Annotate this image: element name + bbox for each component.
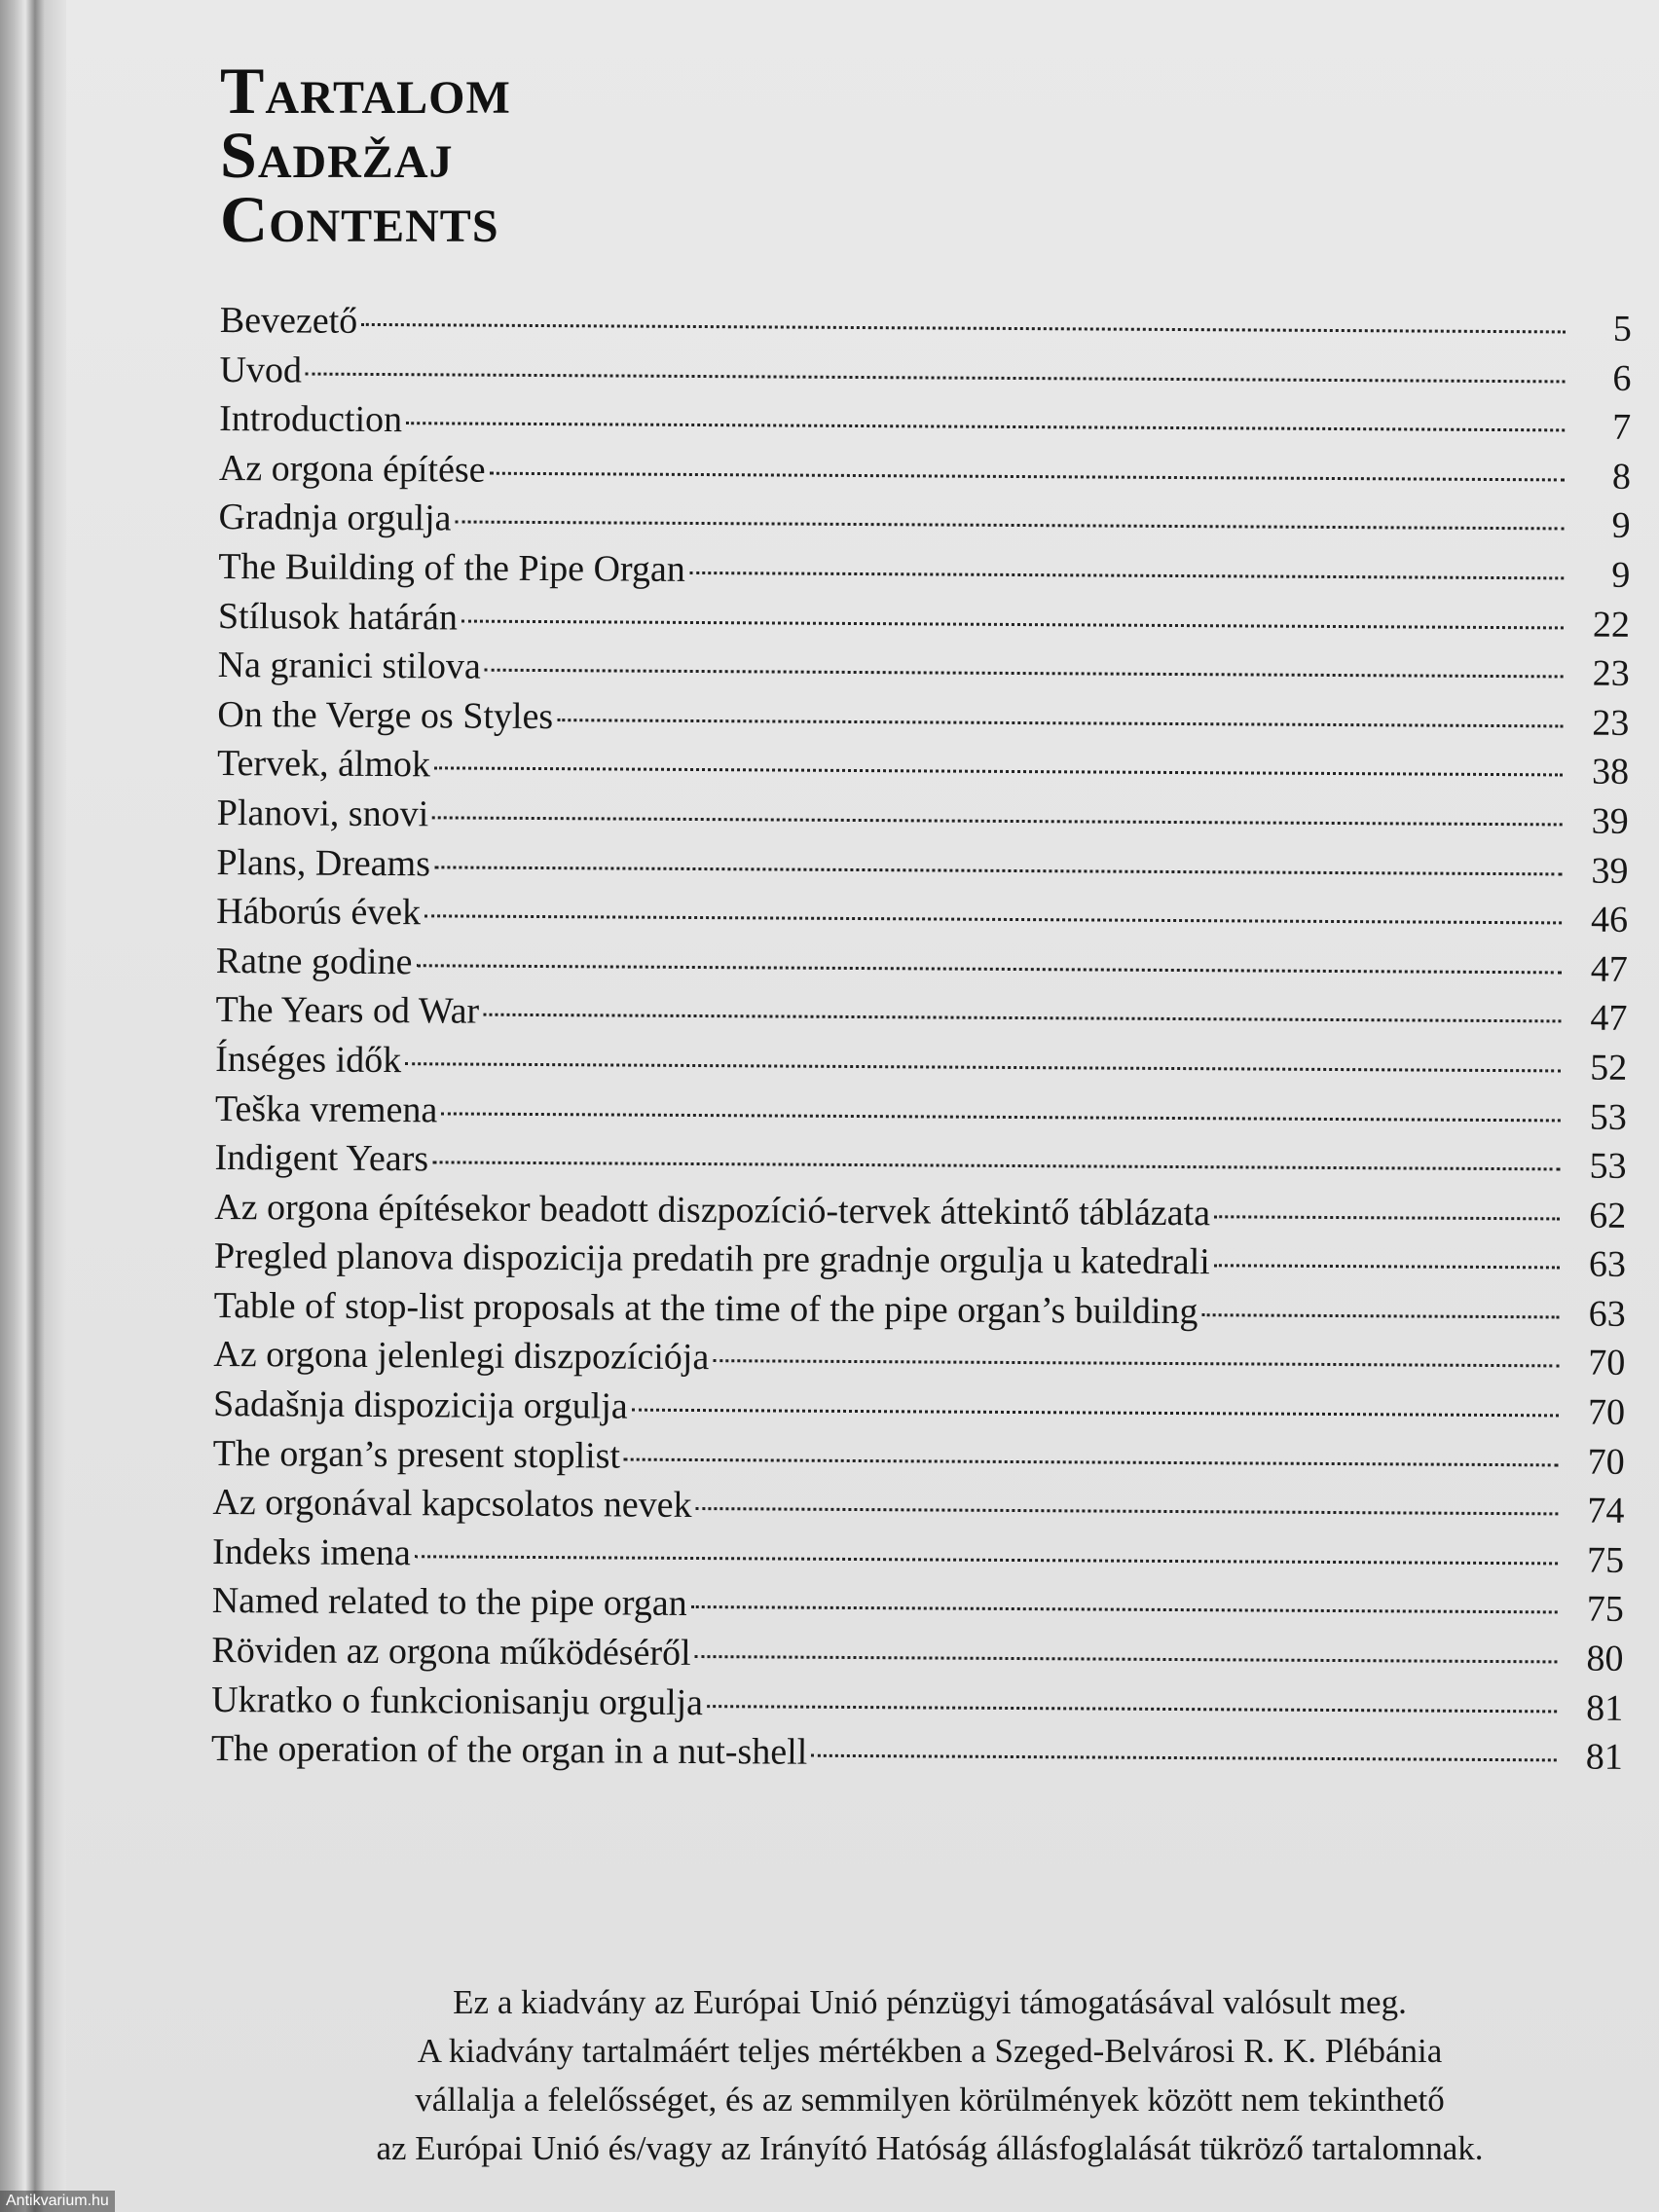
toc-entry[interactable]: [215, 1084, 1627, 1141]
toc-dot-leader: [434, 866, 1562, 875]
toc-entry-title: Teška vremena: [214, 1088, 438, 1130]
toc-entry-title: The Building of the Pipe Organ: [218, 545, 685, 590]
heading-line-english: Contents: [220, 182, 499, 256]
toc-entry[interactable]: [212, 1478, 1624, 1535]
toc-entry[interactable]: [219, 346, 1631, 403]
toc-page-number: 81: [1586, 1687, 1624, 1729]
toc-page-number: 75: [1586, 1589, 1624, 1631]
toc-entry-title: Gradnja orgulja: [218, 497, 452, 539]
book-spine-shadow: [0, 0, 66, 2212]
toc-dot-leader: [416, 964, 1561, 974]
toc-entry[interactable]: [211, 1626, 1623, 1683]
toc-dot-leader: [1201, 1313, 1559, 1318]
toc-page-number: 53: [1589, 1145, 1627, 1187]
toc-dot-leader: [485, 669, 1564, 679]
toc-page-number: 62: [1589, 1195, 1627, 1236]
toc-entry-title: The Years od War: [215, 989, 480, 1032]
toc-page-number: 52: [1590, 1047, 1628, 1088]
toc-dot-leader: [1214, 1215, 1560, 1220]
toc-dot-leader: [1214, 1265, 1560, 1270]
toc-entry-title: Stílusok határán: [217, 595, 459, 639]
toc-dot-leader: [415, 1555, 1558, 1565]
toc-page-number: 23: [1592, 652, 1630, 695]
toc-page-number: 74: [1587, 1490, 1625, 1532]
toc-entry[interactable]: [214, 1281, 1626, 1339]
toc-entry-title: Bevezető: [219, 299, 358, 342]
toc-entry-title: Háborús évek: [216, 891, 422, 934]
toc-page-number: 9: [1611, 554, 1631, 596]
toc-entry-title: Sadašnja dispozicija orgulja: [212, 1383, 628, 1427]
heading-line-serbian: Sadržaj: [220, 118, 454, 192]
toc-dot-leader: [483, 1014, 1561, 1023]
toc-page-number: 46: [1590, 899, 1629, 940]
toc-dot-leader: [405, 1062, 1561, 1072]
toc-entry-title: Az orgona jelenlegi diszpozíciója: [213, 1334, 710, 1379]
toc-entry-title: Indigent Years: [214, 1137, 429, 1180]
toc-entry-title: Plans, Dreams: [216, 841, 431, 884]
toc-dot-leader: [490, 471, 1565, 481]
site-watermark: Antikvarium.hu: [0, 2191, 115, 2212]
toc-entry[interactable]: [212, 1528, 1624, 1585]
toc-entry-title: Pregled planova dispozicija predatih pre gradnje orgulja u katedrali: [213, 1235, 1210, 1283]
toc-dot-leader: [406, 422, 1565, 431]
disclaimer-line: Ez a kiadvány az Európai Unió pénzügyi támogatásával valósult meg.: [453, 1983, 1407, 2021]
toc-page-number: 63: [1588, 1293, 1626, 1335]
toc-dot-leader: [632, 1409, 1559, 1418]
toc-entry[interactable]: [215, 1035, 1627, 1092]
toc-dot-leader: [424, 914, 1562, 924]
toc-dot-leader: [695, 1655, 1558, 1663]
toc-entry[interactable]: [213, 1380, 1625, 1437]
toc-page-number: 39: [1591, 800, 1629, 842]
toc-dot-leader: [713, 1360, 1559, 1368]
toc-dot-leader: [432, 1161, 1560, 1170]
toc-page-number: 63: [1588, 1243, 1627, 1286]
toc-entry[interactable]: [211, 1724, 1623, 1782]
toc-entry[interactable]: [218, 641, 1630, 698]
toc-entry-title: Planovi, snovi: [216, 792, 429, 835]
toc-entry[interactable]: [217, 789, 1629, 846]
toc-entry[interactable]: [214, 1232, 1626, 1289]
toc-entry[interactable]: [218, 542, 1630, 600]
toc-page-number: 53: [1589, 1096, 1628, 1138]
toc-entry-title: Ukratko o funkcionisanju orgulja: [211, 1678, 704, 1723]
toc-entry[interactable]: [217, 690, 1629, 748]
toc-entry[interactable]: [219, 394, 1631, 452]
toc-page-number: 9: [1611, 505, 1631, 547]
toc-entry[interactable]: [215, 985, 1627, 1043]
toc-dot-leader: [691, 1605, 1558, 1613]
toc-entry-title: Az orgona építése: [218, 447, 486, 491]
toc-entry-title: Table of stop-list proposals at the time of the pipe organ’s building: [213, 1284, 1198, 1333]
toc-dot-leader: [689, 571, 1564, 579]
toc-entry[interactable]: [216, 937, 1628, 994]
toc-entry[interactable]: [214, 1183, 1626, 1240]
toc-dot-leader: [434, 767, 1563, 777]
eu-funding-disclaimer: [224, 1978, 1636, 2173]
toc-entry-title: Uvod: [219, 349, 303, 391]
toc-entry[interactable]: [212, 1576, 1624, 1634]
toc-entry-title: The organ’s present stoplist: [212, 1432, 621, 1477]
contents-heading: [220, 54, 511, 256]
toc-page-number: 38: [1591, 751, 1630, 793]
toc-page-number: 70: [1587, 1391, 1626, 1433]
disclaimer-line: vállalja a felelősséget, és az semmilyen körülmények között nem tekinthető: [415, 2081, 1445, 2119]
toc-dot-leader: [441, 1112, 1561, 1122]
toc-dot-leader: [557, 719, 1563, 727]
toc-page-number: 70: [1587, 1441, 1625, 1483]
toc-entry-title: Na granici stilova: [217, 645, 481, 687]
table-of-contents: [211, 296, 1632, 1783]
toc-page-number: 6: [1612, 357, 1632, 399]
toc-page-number: 7: [1612, 406, 1632, 449]
toc-entry[interactable]: [213, 1330, 1625, 1387]
toc-entry-title: Tervek, álmok: [216, 743, 431, 786]
toc-entry[interactable]: [218, 493, 1630, 550]
toc-dot-leader: [624, 1457, 1559, 1466]
toc-entry[interactable]: [219, 444, 1631, 501]
toc-page-number: 81: [1585, 1736, 1623, 1779]
toc-entry[interactable]: [216, 838, 1628, 896]
heading-line-hungarian: Tartalom: [220, 54, 511, 128]
toc-entry[interactable]: [211, 1676, 1623, 1733]
toc-page-number: 47: [1590, 948, 1628, 990]
toc-page-number: 23: [1592, 702, 1630, 744]
toc-dot-leader: [455, 521, 1564, 531]
toc-page-number: 39: [1591, 850, 1629, 892]
toc-entry-title: Named related to the pipe organ: [211, 1580, 687, 1625]
toc-entry[interactable]: [217, 739, 1629, 796]
toc-entry-title: Az orgonával kapcsolatos nevek: [212, 1482, 692, 1527]
toc-entry-title: The operation of the organ in a nut-shell: [210, 1728, 808, 1773]
toc-dot-leader: [811, 1754, 1557, 1762]
toc-entry-title: Röviden az orgona működéséről: [211, 1630, 691, 1675]
toc-page-number: 5: [1612, 308, 1632, 350]
toc-dot-leader: [306, 372, 1566, 383]
toc-page-number: 75: [1586, 1539, 1625, 1581]
toc-entry[interactable]: [216, 887, 1628, 944]
toc-page-number: 8: [1611, 456, 1632, 498]
toc-page-number: 22: [1592, 604, 1631, 645]
toc-entry-title: Az orgona építésekor beadott diszpozíció-tervek áttekintő táblázata: [214, 1186, 1211, 1234]
toc-page-number: 47: [1590, 997, 1628, 1040]
toc-dot-leader: [695, 1507, 1558, 1515]
toc-entry[interactable]: [213, 1429, 1625, 1487]
toc-entry[interactable]: [214, 1133, 1626, 1191]
toc-entry-title: Ratne godine: [215, 940, 413, 982]
toc-entry-title: Indeks imena: [211, 1530, 411, 1574]
toc-entry-title: Introduction: [219, 398, 403, 441]
toc-entry[interactable]: [220, 296, 1632, 353]
toc-dot-leader: [432, 816, 1563, 826]
toc-page-number: 70: [1588, 1343, 1626, 1384]
disclaimer-line: A kiadvány tartalmáért teljes mértékben a Szeged-Belvárosi R. K. Plébánia: [417, 2032, 1443, 2070]
toc-page-number: 80: [1586, 1638, 1624, 1679]
disclaimer-line: az Európai Unió és/vagy az Irányító Hatóság állásfoglalását tükröző tartalomnak.: [376, 2129, 1484, 2167]
toc-entry-title: Ínséges idők: [215, 1038, 402, 1082]
toc-dot-leader: [361, 323, 1566, 334]
toc-entry-title: On the Verge os Styles: [217, 693, 554, 737]
toc-dot-leader: [461, 619, 1564, 629]
toc-entry[interactable]: [218, 592, 1630, 649]
toc-dot-leader: [707, 1705, 1557, 1713]
